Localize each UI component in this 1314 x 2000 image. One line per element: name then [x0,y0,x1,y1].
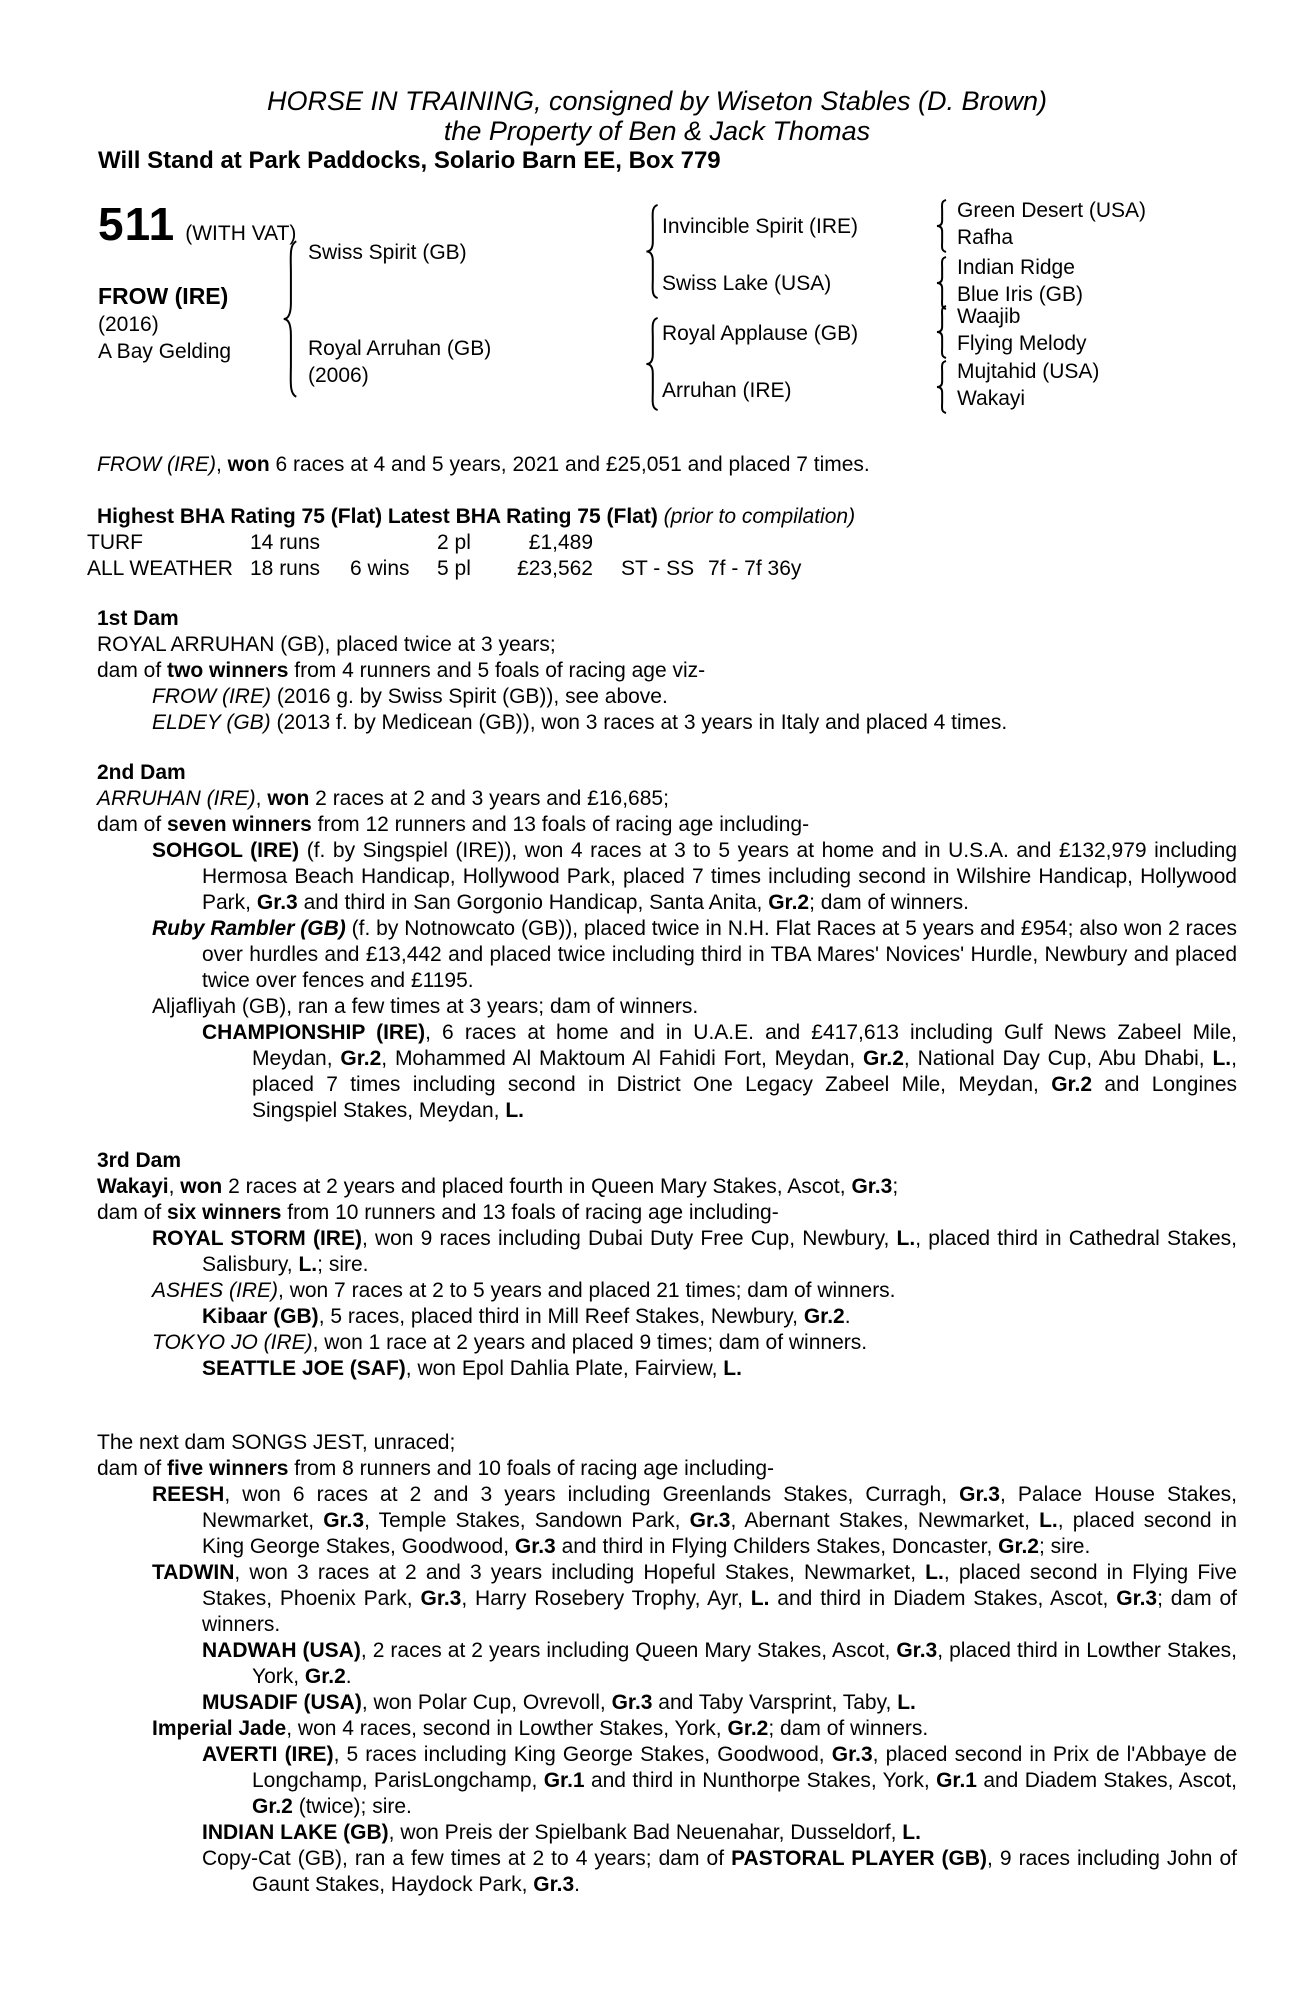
stats-earn: £1,489 [528,531,593,554]
text-run: Gr.1 [543,1769,585,1792]
text-run: six winners [167,1201,282,1224]
dam-section [97,606,1237,736]
page-header [0,0,1314,176]
text-run: L. [750,1587,770,1610]
gg-name: Rafha [957,226,1014,249]
text-run: and third in Flying Childers Stakes, Doncaster, [555,1535,999,1558]
pedigree-paragraph [97,684,1237,710]
gg-pair-1 [957,197,1146,251]
text-run: Gr.2 [863,1047,904,1070]
race-record [87,452,1237,582]
pedigree-brace-sire [644,203,660,300]
text-run: and third in San Gorgonio Handicap, Santa Anita, [297,891,769,914]
text-run: SEATTLE JOE (SAF) [202,1357,406,1380]
text-run: from 8 runners and 10 foals of racing age including- [288,1457,775,1480]
text-run: , Palace House Stakes, Newmarket, [202,1483,1237,1532]
dam-year: (2006) [308,364,369,387]
text-run: , won 1 race at 2 years and placed 9 times; dam of winners. [312,1331,868,1354]
text-run: ASHES (IRE) [152,1279,279,1302]
race-stats-table [87,530,1237,582]
stats-label: ALL WEATHER [87,557,233,580]
text-run: Wakayi [97,1175,169,1198]
bha-rating-line [97,504,1237,530]
pedigree-paragraph [97,1430,1237,1456]
text-run: two winners [167,659,289,682]
text-run: , placed third in Lowther Stakes, York, [252,1639,1237,1688]
text-run: from 10 runners and 13 foals of racing age including- [281,1201,779,1224]
text-run: , placed third in Cathedral Stakes, Salisbury, [202,1227,1237,1276]
text-run: 6 races at 4 and 5 years, 2021 and £25,051 and placed 7 times. [269,453,870,476]
text-run: Gr.3 [611,1691,653,1714]
text-run: won [267,787,310,810]
race-summary [97,452,1237,478]
dam-section [97,1148,1237,1382]
text-run: REESH [152,1483,225,1506]
dam-name: Royal Arruhan (GB) [308,337,492,360]
pedigree-brace-gg1 [935,199,948,253]
text-run: , [255,787,268,810]
pedigree-paragraph [97,916,1237,994]
pedigree-paragraph [97,710,1237,736]
pedigree-paragraph [97,1174,1237,1200]
horse-description: A Bay Gelding [98,340,232,363]
text-run: . [345,1665,352,1688]
text-run: L. [723,1357,742,1380]
property-line: the Property of Ben & Jack Thomas [443,116,871,146]
text-run: , Mohammed Al Maktoum Al Fahidi Fort, Meydan, [381,1047,864,1070]
text-run: Gr.1 [936,1769,977,1792]
text-run: SOHGOL (IRE) [152,839,300,862]
vat-note: (WITH VAT) [185,222,297,245]
pedigree-paragraph [97,838,1237,916]
text-run: (f. by Singspiel (IRE)), won 4 races at 3 to 5 years at home and in U.S.A. and £132,979 including Hermosa Beach Handicap, Hollywood Park, placed 7 times including second in Wilshire Handicap, Hollywood Park, [202,839,1237,914]
text-run: L. [896,1227,916,1250]
text-run: and third in Diadem Stakes, Ascot, [769,1587,1117,1610]
pedigree-paragraph [97,1482,1237,1560]
text-run: L. [902,1821,921,1844]
horse-foaling-year: (2016) [98,313,159,336]
text-run: Gr.3 [896,1639,938,1662]
text-run: L. [1212,1047,1232,1070]
text-run: , placed second in Prix de l'Abbaye de Longchamp, ParisLongchamp, [252,1743,1238,1792]
text-run: 2 races at 2 and 3 years and £16,685; [309,787,669,810]
stats-label: TURF [87,531,143,554]
stats-earn: £23,562 [517,557,593,580]
text-run: dam of [97,659,168,682]
text-run: , 5 races including King George Stakes, Goodwood, [333,1743,832,1766]
pedigree-paragraph [97,1820,1237,1846]
text-run: , 6 races at home and in U.A.E. and £417,613 including Gulf News Zabeel Mile, Meydan, [252,1021,1237,1070]
text-run: , 5 races, placed third in Mill Reef Stakes, Newbury, [318,1305,804,1328]
text-run: FROW (IRE) [97,453,216,476]
text-run: , won 9 races including Dubai Duty Free Cup, Newbury, [361,1227,897,1250]
stats-going [621,530,708,556]
text-run: Gr.2 [1051,1073,1093,1096]
text-run: Ruby Rambler (GB) [152,917,346,940]
pedigree-paragraph [97,632,1237,658]
gg-pair-3 [957,303,1087,357]
text-run: Gr.2 [768,891,810,914]
pedigree-paragraph [97,1560,1237,1638]
text-run: dam of [97,1457,168,1480]
text-run: won [227,453,270,476]
text-run: ; sire. [317,1253,369,1276]
text-run: TOKYO JO (IRE) [152,1331,313,1354]
gg-name: Mujtahid (USA) [957,360,1100,383]
text-run: , 2 races at 2 years including Queen Mary Stakes, Ascot, [360,1639,897,1662]
pedigree-paragraph [97,1846,1237,1898]
pedigree-paragraph [97,1716,1237,1742]
text-run: , Abernant Stakes, Newmarket, [730,1509,1040,1532]
text-run: Gr.3 [959,1483,1000,1506]
text-run: from 12 runners and 13 foals of racing age including- [311,813,810,836]
section-heading: 3rd Dam [97,1149,182,1172]
text-run: , [168,1175,181,1198]
text-run: ROYAL ARRUHAN (GB), placed twice at 3 years; [97,633,556,656]
text-run: ROYAL STORM (IRE) [152,1227,362,1250]
pedigree-paragraph [97,1456,1237,1482]
text-run: ; dam of winners. [809,891,969,914]
text-run: Gr.3 [851,1175,893,1198]
text-run: Highest BHA Rating 75 (Flat) Latest BHA Rating 75 (Flat) [97,505,664,528]
section-heading: 2nd Dam [97,761,186,784]
stats-sp [593,530,621,556]
text-run: and Diadem Stakes, Ascot, [976,1769,1237,1792]
text-run: , won Preis der Spielbank Bad Neuenahar, Dusseldorf, [388,1821,903,1844]
text-run: L. [925,1561,944,1584]
stats-pl: 5 pl [437,557,471,580]
stats-dist [708,530,1237,556]
pedigree-paragraph [97,1742,1237,1820]
text-run: Gr.2 [803,1305,845,1328]
pedigree-paragraph [97,786,1237,812]
text-run: Copy-Cat (GB), ran a few times at 2 to 4 years; dam of [202,1847,732,1870]
text-run: , Harry Rosebery Trophy, Ayr, [461,1587,751,1610]
stats-sp [593,556,621,582]
text-run: Gr.3 [1116,1587,1158,1610]
text-run: Gr.2 [998,1535,1039,1558]
lot-row [98,198,297,250]
text-run: ELDEY (GB) [152,711,271,734]
text-run: seven winners [167,813,312,836]
text-run: , [215,453,228,476]
gg-name: Green Desert (USA) [957,199,1147,222]
text-run: , won 7 races at 2 to 5 years and placed 21 times; dam of winners. [278,1279,896,1302]
text-run: . [574,1873,581,1896]
text-run: (f. by Notnowcato (GB)), placed twice in N.H. Flat Races at 5 years and £954; also won 2 races over hurdles and £13,442 and placed twice including third in TBA Mares' Novices' Hurdle, Newbury and placed twice over fences and £1195. [202,917,1238,992]
granddam-sire-side: Swiss Lake (USA) [662,272,832,295]
text-run: ; dam of winners. [202,1587,1238,1636]
pedigree-brace-gg2 [935,256,948,310]
pedigree-paragraph [97,994,1237,1020]
text-run: Gr.3 [514,1535,556,1558]
text-run: and third in Nunthorpe Stakes, York, [584,1769,937,1792]
gg-pair-2 [957,254,1083,308]
text-run: , placed second in King George Stakes, Goodwood, [202,1509,1237,1558]
granddam-name: Arruhan (IRE) [662,379,792,402]
stats-dist: 7f - 7f 36y [708,557,802,580]
text-run: , won Epol Dahlia Plate, Fairview, [405,1357,724,1380]
text-run: The next dam SONGS JEST, unraced; [97,1431,456,1454]
text-run: CHAMPIONSHIP (IRE) [202,1021,426,1044]
text-run: Gr.2 [340,1047,382,1070]
stats-wins: 6 wins [350,557,410,580]
pedigree-paragraph [97,1638,1237,1690]
text-run: . [844,1305,851,1328]
text-run: ARRUHAN (IRE) [97,787,256,810]
dam-section [97,760,1237,1124]
stats-pl: 2 pl [437,531,471,554]
gg-name: Flying Melody [957,332,1087,355]
text-run: , won 3 races at 2 and 3 years including Hopeful Stakes, Newmarket, [234,1561,926,1584]
pedigree-paragraph [97,658,1237,684]
gg-name: Indian Ridge [957,256,1075,279]
text-run: , 9 races including John of Gaunt Stakes, Haydock Park, [252,1847,1238,1896]
text-run: , won 6 races at 2 and 3 years including Greenlands Stakes, Curragh, [224,1483,960,1506]
pedigree-text-sections [97,606,1237,1958]
pedigree-paragraph [97,1304,1237,1330]
text-run: Gr.2 [304,1665,346,1688]
text-run: ; sire. [1038,1535,1091,1558]
stabling-line: Will Stand at Park Paddocks, Solario Barn EE, Box 779 [98,147,721,174]
text-run: (2016 g. by Swiss Spirit (GB)), see above. [270,685,668,708]
section-heading: 1st Dam [97,607,179,630]
text-run: L. [1039,1509,1058,1532]
text-run: Gr.3 [689,1509,731,1532]
grandsire-name: Invincible Spirit (IRE) [662,215,859,238]
pedigree-paragraph [97,1200,1237,1226]
text-run: (2013 f. by Medicean (GB)), won 3 races at 3 years in Italy and placed 4 times. [270,711,1008,734]
text-run: L. [897,1691,916,1714]
text-run: dam of [97,1201,168,1224]
stats-runs: 18 runs [250,557,321,580]
gg-name: Wakayi [957,387,1026,410]
text-run: INDIAN LAKE (GB) [202,1821,389,1844]
pedigree-brace-dam [644,316,660,412]
pedigree-chart [0,176,1314,426]
lot-number: 511 [98,198,176,250]
text-run: Gr.3 [323,1509,365,1532]
text-run: , won Polar Cup, Ovrevoll, [361,1691,612,1714]
pedigree-brace-gg4 [935,360,948,414]
pedigree-paragraph [97,1356,1237,1382]
text-run: , Temple Stakes, Sandown Park, [364,1509,690,1532]
text-run: , placed second in Flying Five Stakes, Phoenix Park, [202,1561,1237,1610]
text-run: L. [298,1253,318,1276]
text-run: Gr.2 [252,1795,293,1818]
grandsire-dam-side: Royal Applause (GB) [662,322,859,345]
horse-name: FROW (IRE) [98,283,229,309]
sire-name: Swiss Spirit (GB) [308,241,467,264]
text-run: Gr.3 [533,1873,575,1896]
stats-runs: 14 runs [250,531,321,554]
text-run: from 4 runners and 5 foals of racing age viz- [288,659,706,682]
text-run: dam of [97,813,168,836]
gg-name: Waajib [957,305,1021,328]
text-run: PASTORAL PLAYER (GB) [731,1847,988,1870]
text-run: ; [892,1175,899,1198]
dam-section [97,1430,1237,1898]
text-run: five winners [167,1457,289,1480]
text-run: Gr.3 [256,891,298,914]
text-run: (twice); sire. [292,1795,412,1818]
text-run: (prior to compilation) [663,505,856,528]
pedigree-paragraph [97,812,1237,838]
stats-going: ST - SS [621,557,695,580]
pedigree-paragraph [97,1020,1237,1124]
text-run: and Longines Singspiel Stakes, Meydan, [252,1073,1237,1122]
text-run: Gr.2 [727,1717,769,1740]
text-run: Kibaar (GB) [202,1305,319,1328]
consignor-line: HORSE IN TRAINING, consigned by Wiseton Stables (D. Brown) [266,86,1047,116]
text-run: MUSADIF (USA) [202,1691,362,1714]
text-run: Aljafliyah (GB), ran a few times at 3 years; dam of winners. [152,995,699,1018]
text-run: won [180,1175,223,1198]
text-run: , placed 7 times including second in District One Legacy Zabeel Mile, Meydan, [252,1047,1237,1096]
text-run: AVERTI (IRE) [202,1743,334,1766]
text-run: 2 races at 2 years and placed fourth in Queen Mary Stakes, Ascot, [222,1175,852,1198]
pedigree-brace-main [281,238,299,400]
stats-wins [350,530,437,556]
pedigree-paragraph [97,1226,1237,1278]
text-run: ; dam of winners. [768,1717,929,1740]
text-run: , National Day Cup, Abu Dhabi, [903,1047,1213,1070]
pedigree-paragraph [97,1278,1237,1304]
text-run: NADWAH (USA) [202,1639,361,1662]
gg-pair-4 [957,358,1099,412]
text-run: Gr.3 [420,1587,462,1610]
pedigree-paragraph [97,1690,1237,1716]
text-run: Imperial Jade [152,1717,287,1740]
text-run: TADWIN [152,1561,235,1584]
text-run: FROW (IRE) [152,685,271,708]
text-run: Gr.3 [831,1743,873,1766]
text-run: L. [505,1099,524,1122]
text-run: and Taby Varsprint, Taby, [652,1691,898,1714]
pedigree-paragraph [97,1330,1237,1356]
text-run: , won 4 races, second in Lowther Stakes, York, [286,1717,728,1740]
gg-name: Blue Iris (GB) [957,283,1084,306]
pedigree-brace-gg3 [935,305,948,359]
